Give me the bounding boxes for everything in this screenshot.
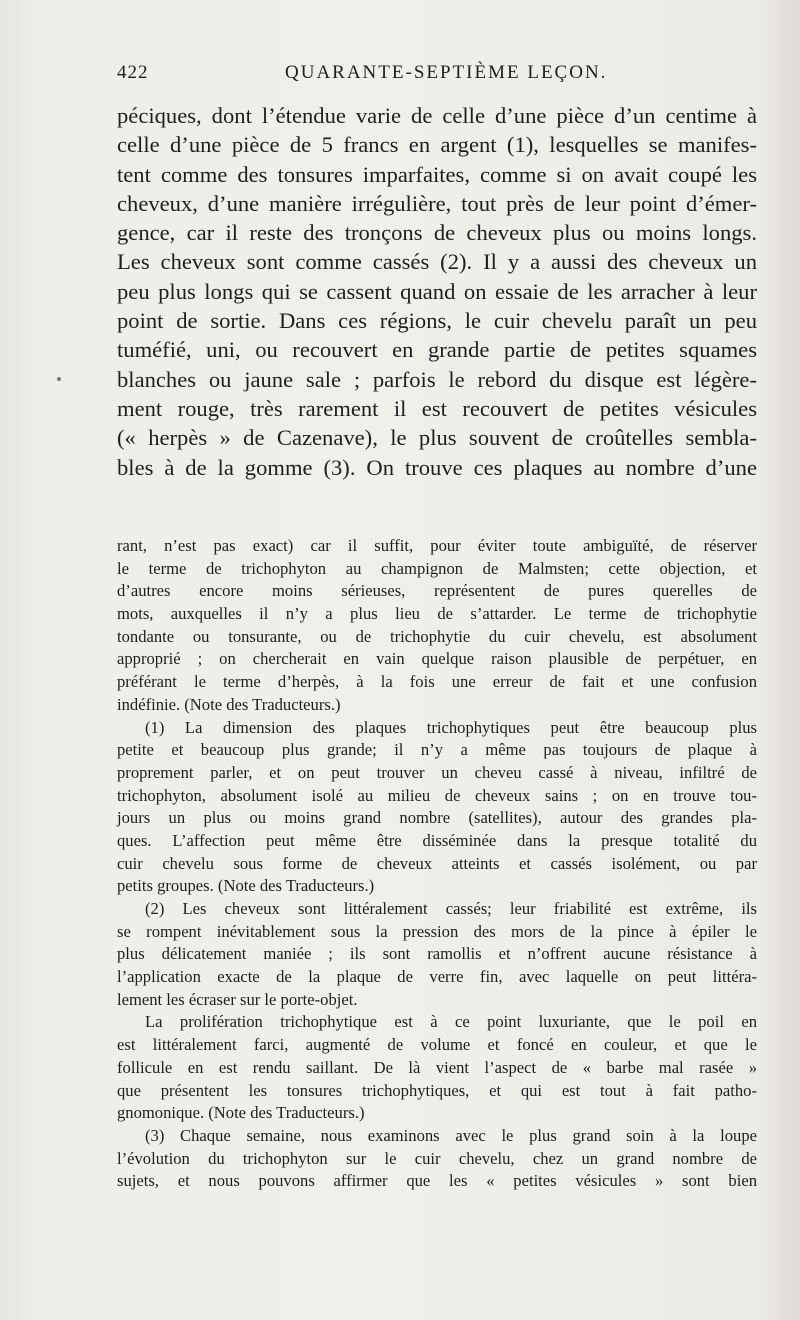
text-line: gence, car il reste des tronçons de cheveux plus ou moins longs. xyxy=(117,220,757,246)
page-number: 422 xyxy=(117,62,149,83)
footnote-line: se rompent inévitablement sous la pression des mors de la pince à épiler le xyxy=(117,921,757,941)
text-line: blanches ou jaune sale ; parfois le rebord du disque est légère- xyxy=(117,366,757,392)
footnote-line: La prolifération trichophytique est à ce point luxuriante, que le poil en xyxy=(145,1012,757,1032)
footnote-line: (1) La dimension des plaques trichophytiques peut être beaucoup plus xyxy=(145,717,757,737)
main-text xyxy=(117,101,757,482)
footnote-line: trichophyton, absolument isolé au milieu de cheveux sains ; on en trouve tou- xyxy=(117,785,757,805)
text-line: bles à de la gomme (3). On trouve ces plaques au nombre d’une xyxy=(117,454,757,480)
text-line: celle d’une pièce de 5 francs en argent (1), lesquelles se manifes- xyxy=(117,132,757,158)
text-line: tent comme des tonsures imparfaites, comme si on avait coupé les xyxy=(117,161,757,187)
footnote-line: approprié ; on chercherait en vain quelque raison plausible de perpétuer, en xyxy=(117,649,757,669)
footnote-line: tondante ou tonsurante, ou de trichophytie du cuir chevelu, est absolument xyxy=(117,626,757,646)
text-line: cheveux, d’une manière irrégulière, tout près de leur point d’émer- xyxy=(117,190,757,216)
footnote-line: cuir chevelu sous forme de cheveux atteints et cassés isolément, ou par xyxy=(117,853,757,873)
footnote-line: lement les écraser sur le porte-objet. xyxy=(117,989,358,1009)
footnote-line: follicule en est rendu saillant. De là vient l’aspect de « barbe mal rasée » xyxy=(117,1057,757,1077)
running-title: QUARANTE-SEPTIÈME LEÇON. xyxy=(285,62,608,83)
footnote-line: que présentent les tonsures trichophytiques, et qui est tout à fait patho- xyxy=(117,1080,757,1100)
text-line: Les cheveux sont comme cassés (2). Il y a aussi des cheveux un xyxy=(117,249,757,275)
footnote-line: ques. L’affection peut même être disséminée dans la presque totalité du xyxy=(117,830,757,850)
footnote-line: plus délicatement maniée ; ils sont ramollis et n’offrent aucune résistance à xyxy=(117,944,757,964)
running-header xyxy=(117,62,757,92)
footnote-line: jours un plus ou moins grand nombre (satellites), autour des grandes pla- xyxy=(117,808,757,828)
footnote-line: mots, auxquelles il n’y a plus lieu de s’attarder. Le terme de trichophytie xyxy=(117,604,757,624)
footnote-line: est littéralement farci, augmenté de volume et foncé en couleur, et que le xyxy=(117,1035,757,1055)
text-line: péciques, dont l’étendue varie de celle d’une pièce d’un centime à xyxy=(117,103,757,128)
footnote-line: (2) Les cheveux sont littéralement cassés; leur friabilité est extrême, ils xyxy=(145,899,757,918)
footnote-line: petits groupes. (Note des Traducteurs.) xyxy=(117,876,375,896)
footnote-line: préférant le terme d’herpès, à la fois une erreur de fait et une confusion xyxy=(117,672,757,692)
footnote-line: l’évolution du trichophyton sur le cuir chevelu, chez un grand nombre de xyxy=(117,1148,757,1168)
footnote-line: gnomonique. (Note des Traducteurs.) xyxy=(117,1103,365,1123)
footnote-line: le terme de trichophyton au champignon de Malmsten; cette objection, et xyxy=(117,558,757,578)
footnote-line: l’application exacte de la plaque de verre fin, avec laquelle on peut littéra- xyxy=(117,967,757,987)
footnote-line: proprement parler, et on peut trouver un cheveu cassé à niveau, infiltré de xyxy=(117,762,757,782)
text-line: tuméfié, uni, ou recouvert en grande partie de petites squames xyxy=(117,337,757,363)
footnotes xyxy=(117,535,757,1193)
footnote-line: d’autres encore moins sérieuses, représentent de pures querelles de xyxy=(117,581,757,601)
print-speck xyxy=(57,377,61,381)
footnote-line: petite et beaucoup plus grande; il n’y a même pas toujours de plaque à xyxy=(117,740,757,760)
text-line: ment rouge, très rarement il est recouvert de petites vésicules xyxy=(117,395,757,421)
footnote-line: indéfinie. (Note des Traducteurs.) xyxy=(117,694,341,714)
footnote-line: sujets, et nous pouvons affirmer que les « petites vésicules » sont bien xyxy=(117,1171,757,1191)
text-line: (« herpès » de Cazenave), le plus souvent de croûtelles sembla- xyxy=(117,425,757,451)
footnote-line: (3) Chaque semaine, nous examinons avec le plus grand soin à la loupe xyxy=(145,1125,757,1145)
text-line: point de sortie. Dans ces régions, le cuir chevelu paraît un peu xyxy=(117,308,757,334)
text-line: peu plus longs qui se cassent quand on essaie de les arracher à leur xyxy=(117,278,757,304)
footnote-line: rant, n’est pas exact) car il suffit, pour éviter toute ambiguïté, de réserver xyxy=(117,536,757,555)
